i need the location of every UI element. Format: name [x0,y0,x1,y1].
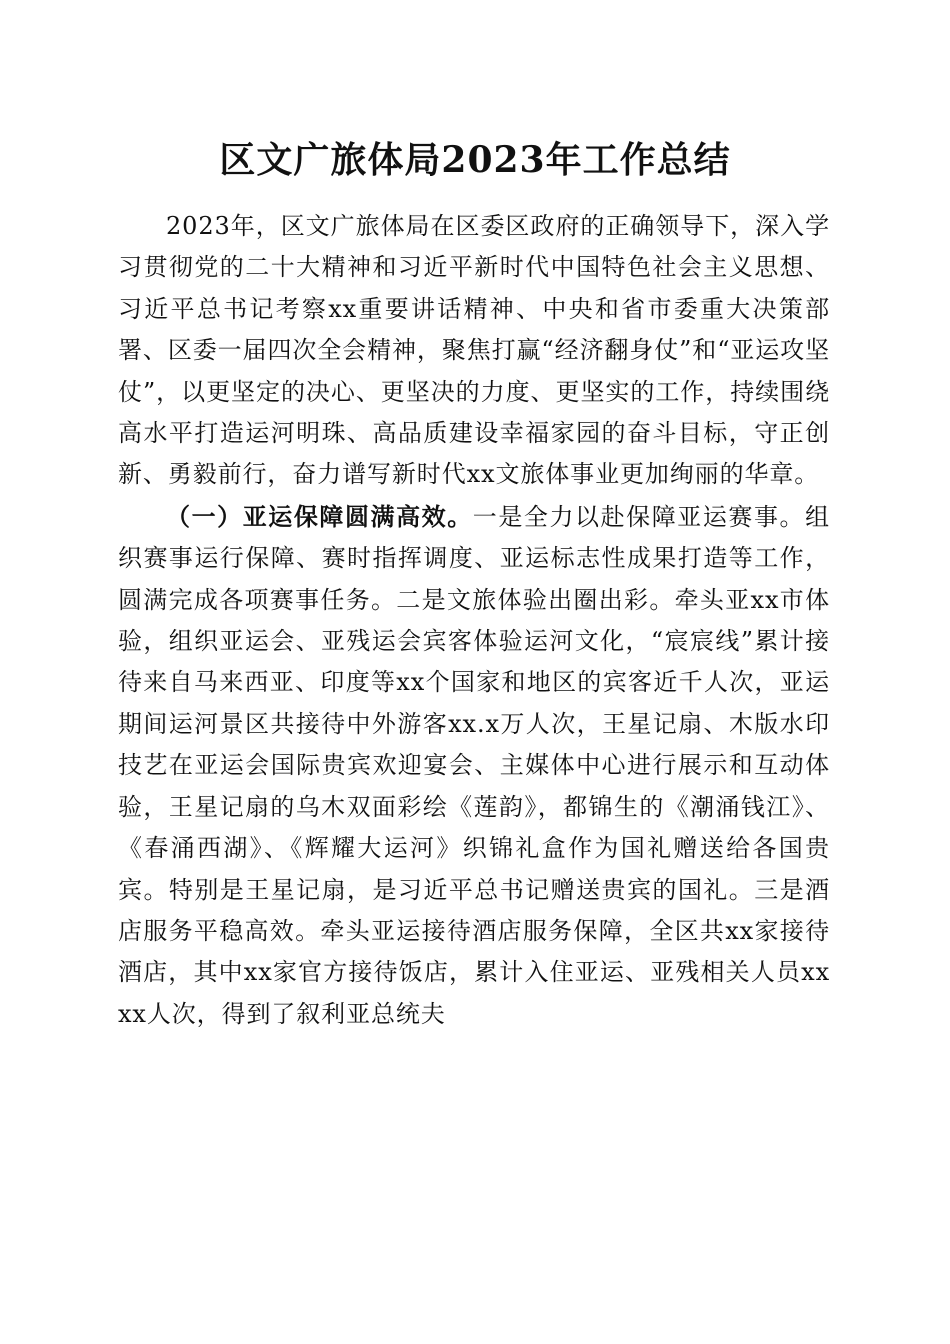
intro-paragraph: 2023年，区文广旅体局在区委区政府的正确领导下，深入学习贯彻党的二十大精神和习近平新时代中国特色社会主义思想、习近平总书记考察xx重要讲话精神、中央和省市委重大决策部署、区委一届四次全会精神，聚焦打赢“经济翻身仗”和“亚运攻坚仗”，以更坚定的决心、更坚决的力度、更坚实的工作，持续围绕高水平打造运河明珠、高品质建设幸福家园的奋斗目标，守正创新、勇毅前行，奋力谱写新时代xx文旅体事业更加绚丽的华章。 [118,212,830,489]
document-body [118,206,830,1035]
section-1-body: 一是全力以赴保障亚运赛事。组织赛事运行保障、赛时指挥调度、亚运标志性成果打造等工作，圆满完成各项赛事任务。二是文旅体验出圈出彩。牵头亚xx市体验，组织亚运会、亚残运会宾客体验运河文化，“宸宸线”累计接待来自马来西亚、印度等xx个国家和地区的宾客近千人次，亚运期间运河景区共接待中外游客xx.x万人次，王星记扇、木版水印技艺在亚运会国际贵宾欢迎宴会、主媒体中心进行展示和互动体验，王星记扇的乌木双面彩绘《莲韵》，都锦生的《潮涌钱江》、《春涌西湖》、《辉耀大运河》织锦礼盒作为国礼赠送给各国贵宾。特别是王星记扇，是习近平总书记赠送贵宾的国礼。三是酒店服务平稳高效。牵头亚运接待酒店服务保障，全区共xx家接待酒店，其中xx家官方接待饭店，累计入住亚运、亚残相关人员xxxx人次，得到了叙利亚总统夫 [118,502,830,1028]
section-1-paragraph [118,496,830,1035]
document-title: 区文广旅体局2023年工作总结 [219,139,731,181]
section-1-heading: （一）亚运保障圆满高效。 [166,501,473,531]
